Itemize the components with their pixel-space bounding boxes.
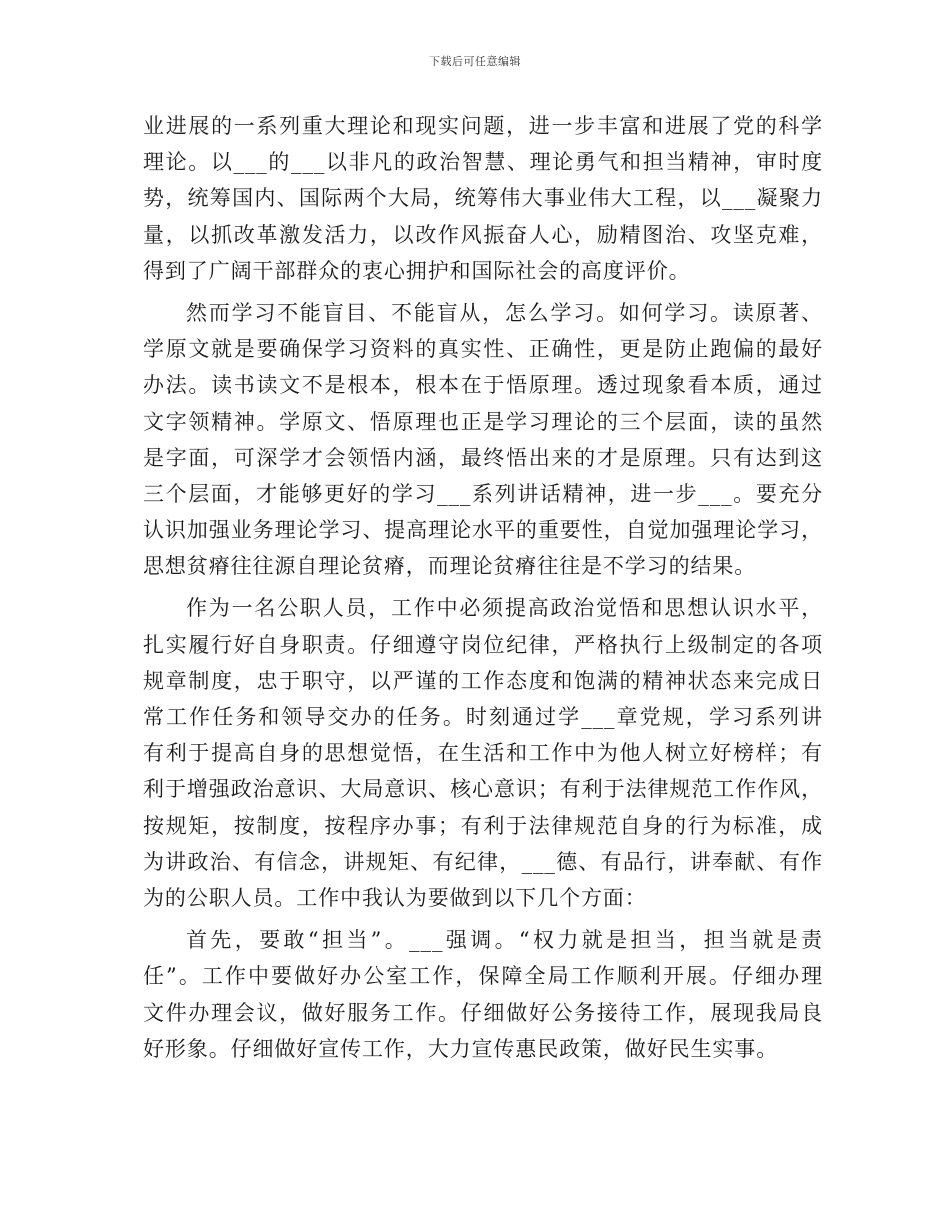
text-line: 量，以抓改革激发活力，以改作风振奋人心，励精图治、攻坚克难， (143, 222, 823, 247)
text-line: 是字面，可深学才会领悟内涵，最终悟出来的才是原理。只有达到这 (143, 445, 823, 470)
text-line: 办法。读书读文不是根本，根本在于悟原理。透过现象看本质，通过 (143, 373, 823, 398)
text-line: 势，统筹国内、国际两个大局，统筹伟大事业伟大工程，以___凝聚力 (143, 186, 823, 211)
text-line: 好形象。仔细做好宣传工作，大力宣传惠民政策，做好民生实事。 (143, 1036, 779, 1061)
text-line: 理论。以___的___以非凡的政治智慧、理论勇气和担当精神，审时度 (143, 150, 823, 175)
text-line: 认识加强业务理论学习、提高理论水平的重要性，自觉加强理论学习， (143, 518, 823, 543)
text-line: 为讲政治、有信念，讲规矩、有纪律，___德、有品行，讲奉献、有作 (143, 849, 823, 874)
text-line: 有利于提高自身的思想觉悟，在生活和工作中为他人树立好榜样；有 (143, 741, 823, 766)
text-line: 任”。工作中要做好办公室工作，保障全局工作顺利开展。仔细办理 (143, 964, 823, 989)
text-line: 文字领精神。学原文、悟原理也正是学习理论的三个层面，读的虽然 (143, 409, 823, 434)
text-line: 思想贫瘠往往源自理论贫瘠，而理论贫瘠往往是不学习的结果。 (143, 554, 757, 579)
paragraph-1 (143, 108, 823, 289)
document-body (143, 108, 823, 1067)
text-line: 为的公职人员。工作中我认为要做到以下几个方面： (143, 885, 647, 910)
text-line: 规章制度，忠于职守，以严谨的工作态度和饱满的精神状态来完成日 (143, 668, 823, 693)
text-line: 利于增强政治意识、大局意识、核心意识；有利于法律规范工作作风， (143, 777, 823, 802)
text-line: 得到了广阔干部群众的衷心拥护和国际社会的高度评价。 (143, 258, 691, 283)
text-line: 常工作任务和领导交办的任务。时刻通过学___章党规，学习系列讲 (143, 705, 823, 729)
text-line: 首先，要敢“担当”。___强调。“权力就是担当，担当就是责 (186, 928, 823, 953)
text-line: 按规矩，按制度，按程序办事；有利于法律规范自身的行为标准，成 (143, 813, 823, 838)
paragraph-4 (143, 922, 823, 1067)
text-line: 然而学习不能盲目、不能盲从，怎么学习。如何学习。读原著、 (186, 300, 823, 325)
text-line: 扎实履行好自身职责。仔细遵守岗位纪律，严格执行上级制定的各项 (143, 632, 823, 657)
text-line: 三个层面，才能够更好的学习___系列讲话精神，进一步___。要充分 (143, 481, 823, 506)
text-line: 业进展的一系列重大理论和现实问题，进一步丰富和进展了党的科学 (143, 114, 823, 138)
paragraph-2 (143, 295, 823, 585)
paragraph-3 (143, 590, 823, 916)
page-header: 下载后可任意编辑 (429, 55, 521, 68)
text-line: 学原文就是要确保学习资料的真实性、正确性，更是防止跑偏的最好 (143, 337, 823, 362)
text-line: 作为一名公职人员，工作中必须提高政治觉悟和思想认识水平， (186, 596, 823, 621)
text-line: 文件办理会议，做好服务工作。仔细做好公务接待工作，展现我局良 (143, 1000, 823, 1025)
